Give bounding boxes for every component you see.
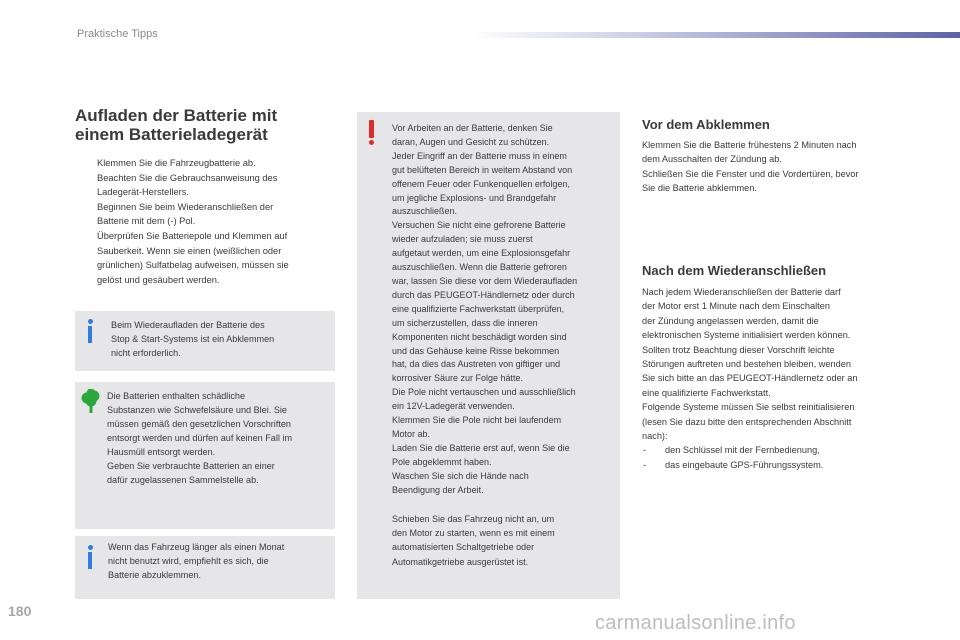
text-line: aufgetaut werden, um eine Explosionsgefahr <box>392 248 571 259</box>
text-line: Sauberkeit. Wenn sie einen (weißlichen oder <box>97 245 282 256</box>
text-line: der Zündung angelassen werden, damit die <box>642 315 819 326</box>
text-line: nicht erforderlich. <box>111 348 181 358</box>
text-line: Waschen Sie sich die Hände nach <box>392 470 529 481</box>
text-line: Folgende Systeme müssen Sie selbst reinitialisieren <box>642 402 855 413</box>
header-gradient-bar <box>470 32 960 38</box>
text-line: Versuchen Sie nicht eine gefrorene Batterie <box>392 220 566 231</box>
reconnect-text <box>642 285 922 472</box>
step-item <box>80 171 330 200</box>
text-line: der Motor erst 1 Minute nach dem Einschalten <box>642 301 830 312</box>
system-list-item <box>642 443 922 457</box>
text-line: wieder aufzuladen; sie muss zuerst <box>392 234 533 245</box>
watermark: carmanualsonline.info <box>595 612 796 634</box>
text-line: Beendigung der Arbeit. <box>392 484 484 495</box>
warning-exclamation-icon <box>367 120 375 145</box>
text-line: Störungen auftreten und bestehen bleiben, wenden <box>642 359 851 370</box>
text-line: Beim Wiederaufladen der Batterie des <box>111 320 265 330</box>
text-line: gut belüfteten Bereich in weitem Abstand von <box>392 164 573 175</box>
disconnect-heading: Vor dem Abklemmen <box>642 117 770 132</box>
steps-list <box>80 156 330 287</box>
text-line: Überprüfen Sie Batteriepole und Klemmen auf <box>97 230 288 241</box>
warning-box-text <box>392 122 618 497</box>
text-line: Geben Sie verbrauchte Batterien an einer <box>107 461 275 471</box>
warning-box-text-push-start <box>392 512 618 569</box>
disconnect-text <box>642 138 917 196</box>
text-line: eine qualifizierte Fachwerkstatt. <box>642 387 771 398</box>
text-line: Beginnen Sie beim Wiederanschließen der <box>97 201 274 212</box>
text-line: müssen gemäß den gesetzlichen Vorschriften <box>107 419 291 429</box>
text-line: nach): <box>642 431 668 442</box>
text-line: korrosiver Säure zur Folge hätte. <box>392 373 524 384</box>
step-item <box>80 229 330 287</box>
text-line: Batterie abzuklemmen. <box>108 570 202 580</box>
text-line: Substanzen wie Schwefelsäure und Blei. Sie <box>107 405 287 415</box>
dash-marker: - <box>643 459 647 470</box>
text-line: Klemmen Sie die Batterie frühestens 2 Minuten nach <box>642 140 857 150</box>
text-line: Sie sich bitte an das PEUGEOT-Händlernetz oder an <box>642 373 858 384</box>
page-number: 180 <box>8 603 32 619</box>
text-line: Die Pole nicht vertauschen und ausschließlich <box>392 387 576 398</box>
text-line: Pole abgeklemmt haben. <box>392 456 492 467</box>
text-line: um jegliche Explosions- und Brandgefahr <box>392 192 557 203</box>
step-item <box>80 156 330 171</box>
page-title-line-2: einem Batterieladegerät <box>75 125 268 144</box>
text-line: gelöst und gesäubert werden. <box>97 274 220 285</box>
info-icon <box>87 545 93 569</box>
text-line: Motor ab. <box>392 428 431 439</box>
text-line: entsorgt werden und dürfen auf keinen Fall im <box>107 433 293 443</box>
text-line: Schieben Sie das Fahrzeug nicht an, um <box>392 514 555 524</box>
info-box-stop-start-text <box>111 318 331 360</box>
system-list-item-text: das eingebaute GPS-Führungssystem. <box>665 459 824 470</box>
text-line: Laden Sie die Batterie erst auf, wenn Sie die <box>392 442 570 453</box>
text-line: Vor Arbeiten an der Batterie, denken Sie <box>392 123 553 133</box>
text-line: Beachten Sie die Gebrauchsanweisung des <box>97 172 278 183</box>
text-line: auszuschließen. Wenn die Batterie gefroren <box>392 262 567 273</box>
system-list-item <box>642 458 922 472</box>
text-line: Hausmüll entsorgt werden. <box>107 447 216 457</box>
text-line: eine qualifizierte Fachwerkstatt überprüfen, <box>392 303 565 314</box>
text-line: Klemmen Sie die Fahrzeugbatterie ab. <box>97 158 256 168</box>
text-line: hat, da dies das Austreten von giftiger und <box>392 359 561 370</box>
text-line: offenem Feuer oder Funkenquellen erfolgen, <box>392 178 570 189</box>
info-box-long-storage-text <box>108 540 330 582</box>
text-line: ein 12V-Ladegerät verwenden. <box>392 401 515 412</box>
text-line: Batterie mit dem (-) Pol. <box>97 216 196 227</box>
text-line: Wenn das Fahrzeug länger als einen Monat <box>108 542 285 552</box>
info-icon <box>87 319 93 343</box>
text-line: Klemmen Sie die Pole nicht bei laufendem <box>392 415 562 426</box>
page-title-line-1: Aufladen der Batterie mit <box>75 106 278 125</box>
text-line: dafür zugelassenen Sammelstelle ab. <box>107 475 259 485</box>
reconnect-heading: Nach dem Wiederanschließen <box>642 263 827 278</box>
text-line: auszuschließen. <box>392 206 458 217</box>
text-line: um sicherzustellen, dass die inneren <box>392 317 538 328</box>
text-line: (lesen Sie dazu bitte den entsprechenden Abschnitt <box>642 416 852 427</box>
text-line: Die Batterien enthalten schädliche <box>107 391 246 401</box>
environment-box-text <box>107 389 333 487</box>
text-line: Nach jedem Wiederanschließen der Batterie darf <box>642 287 841 297</box>
text-line: Ladegerät-Herstellers. <box>97 187 189 198</box>
text-line: Jeder Eingriff an der Batterie muss in einem <box>392 150 567 161</box>
text-line: Sollten trotz Beachtung dieser Vorschrift leichte <box>642 344 835 355</box>
section-header: Praktische Tipps <box>77 28 158 40</box>
dash-marker: - <box>643 445 647 456</box>
text-line: durch das PEUGEOT-Händlernetz oder durch <box>392 289 575 300</box>
tree-icon <box>80 389 102 415</box>
page-title <box>75 106 325 144</box>
text-line: grünlichen) Sulfatbelag aufweisen, müssen sie <box>97 260 289 271</box>
text-line: war, lassen Sie diese vor dem Wiederaufladen <box>392 275 578 286</box>
text-line: dem Ausschalten der Zündung ab. <box>642 154 782 165</box>
text-line: Sie die Batterie abklemmen. <box>642 183 757 194</box>
text-line: automatisierten Schaltgetriebe oder <box>392 542 535 553</box>
text-line: den Motor zu starten, wenn es mit einem <box>392 528 555 539</box>
text-line: daran, Augen und Gesicht zu schützen. <box>392 136 550 147</box>
text-line: nicht benutzt wird, empfiehlt es sich, die <box>108 556 269 566</box>
text-line: Automatikgetriebe ausgerüstet ist. <box>392 556 529 567</box>
step-item <box>80 200 330 229</box>
text-line: Komponenten nicht beschädigt worden sind <box>392 331 567 342</box>
text-line: elektronischen Systeme initialisiert werden können. <box>642 330 851 341</box>
system-list-item-text: den Schlüssel mit der Fernbedienung, <box>665 445 820 456</box>
text-line: und das Gehäuse keine Risse bekommen <box>392 345 560 356</box>
text-line: Schließen Sie die Fenster und die Vordertüren, bevor <box>642 168 859 179</box>
text-line: Stop & Start-Systems ist ein Abklemmen <box>111 334 275 344</box>
